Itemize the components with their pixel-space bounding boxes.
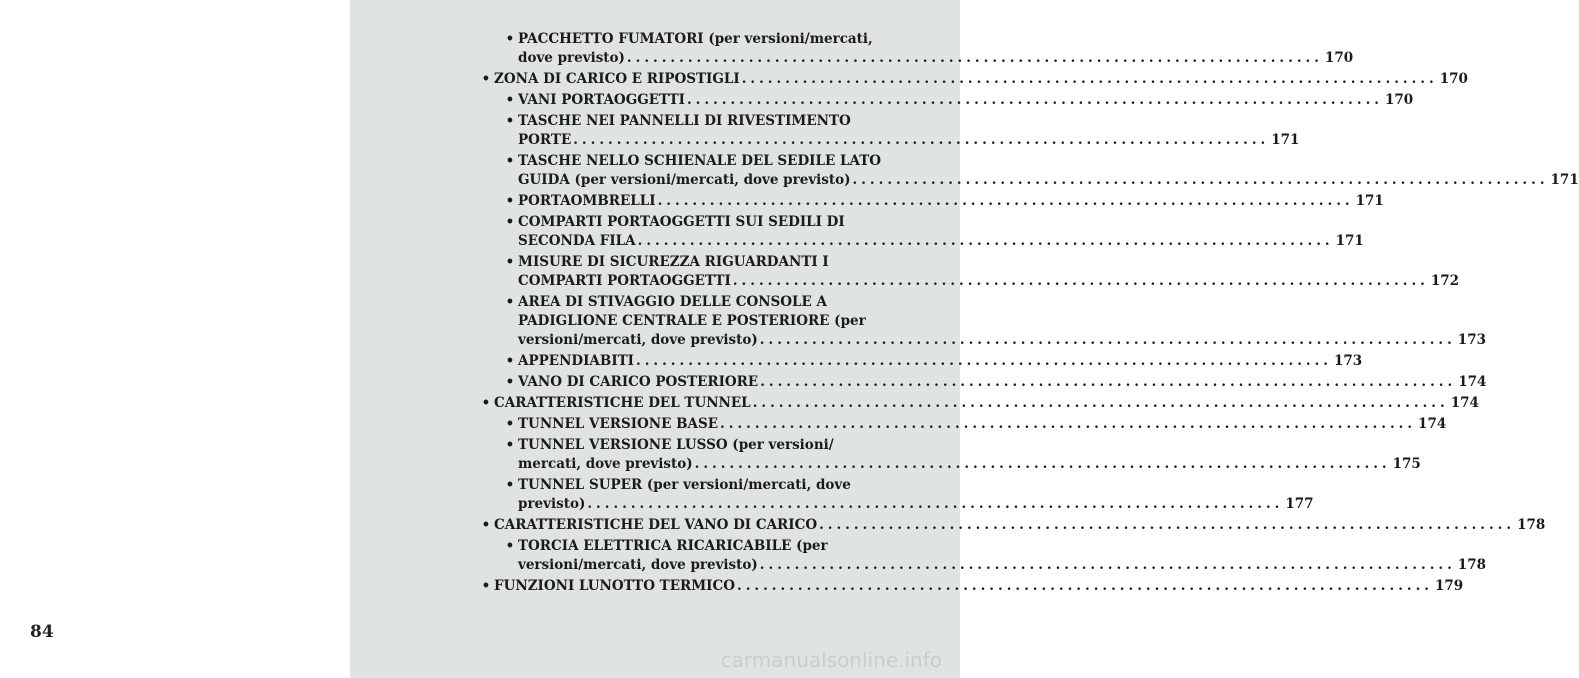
toc-entry[interactable]	[480, 112, 1300, 150]
toc-entry-title: TORCIA ELETTRICA RICARICABILE (per	[518, 538, 828, 554]
toc-entry[interactable]	[480, 516, 1546, 535]
bullet-icon: •	[505, 353, 515, 369]
toc-page-number: 170	[1384, 92, 1414, 108]
toc-entry[interactable]	[480, 537, 1486, 575]
dot-leader: ................................................................................	[720, 416, 1417, 432]
toc-entry[interactable]	[480, 577, 1464, 596]
dot-leader: ................................................................................	[636, 353, 1332, 369]
toc-entry[interactable]	[480, 394, 1479, 413]
bullet-icon: •	[481, 517, 491, 533]
toc-entry-title: PORTE	[518, 132, 572, 148]
bullet-icon: •	[481, 578, 491, 594]
toc-page-number: 175	[1392, 456, 1421, 472]
bullet-icon: •	[505, 254, 515, 270]
toc-entry-title: TASCHE NELLO SCHIENALE DEL SEDILE LATO	[518, 153, 882, 169]
bullet-icon: •	[481, 395, 491, 411]
toc-entry-title: versioni/mercati, dove previsto)	[518, 332, 758, 348]
toc-entry-title: PACCHETTO FUMATORI (per versioni/mercati,	[518, 31, 873, 47]
toc-entry-title: PADIGLIONE CENTRALE E POSTERIORE (per	[518, 313, 866, 329]
toc-entry[interactable]	[480, 293, 1486, 350]
dot-leader: ................................................................................	[686, 92, 1383, 108]
bullet-icon: •	[505, 153, 515, 169]
toc-entry[interactable]	[480, 213, 1364, 251]
bullet-icon: •	[505, 294, 515, 310]
toc-entry-title: VANO DI CARICO POSTERIORE	[518, 374, 759, 390]
dot-leader: ................................................................................	[760, 374, 1457, 390]
dot-leader: ................................................................................	[637, 233, 1334, 249]
dot-leader: ................................................................................	[732, 273, 1429, 289]
toc-entry-title: TUNNEL SUPER (per versioni/mercati, dove	[518, 477, 851, 493]
toc-entry-title: CARATTERISTICHE DEL TUNNEL	[494, 395, 751, 411]
bullet-icon: •	[505, 113, 515, 129]
toc-page-number: 171	[1271, 132, 1300, 148]
toc-entry[interactable]	[480, 152, 1579, 190]
dot-leader: ................................................................................	[657, 193, 1354, 209]
right-page	[350, 0, 1579, 678]
toc-entry[interactable]	[480, 476, 1314, 514]
toc-page-number: 177	[1285, 496, 1314, 512]
toc-entry-title: ZONA DI CARICO E RIPOSTIGLI	[494, 71, 740, 87]
toc-entry[interactable]	[480, 192, 1384, 211]
toc-entry-title: TUNNEL VERSIONE LUSSO (per versioni/	[518, 437, 834, 453]
toc-page-number: 171	[1335, 233, 1364, 249]
toc-entry-title: mercati, dove previsto)	[518, 456, 693, 472]
toc-entry-title: FUNZIONI LUNOTTO TERMICO	[494, 578, 735, 594]
toc-entry-title: versioni/mercati, dove previsto)	[518, 557, 758, 573]
dot-leader: ................................................................................	[737, 578, 1433, 594]
dot-leader: ................................................................................	[852, 172, 1549, 188]
toc-entry-title: TUNNEL VERSIONE BASE	[518, 416, 719, 432]
bullet-icon: •	[505, 477, 515, 493]
toc-entry-title: CARATTERISTICHE DEL VANO DI CARICO	[494, 517, 818, 533]
toc-entry-title: AREA DI STIVAGGIO DELLE CONSOLE A	[518, 294, 828, 310]
bullet-icon: •	[505, 437, 515, 453]
toc-entry[interactable]	[480, 436, 1421, 474]
bullet-icon: •	[505, 193, 515, 209]
table-of-contents	[480, 30, 1579, 598]
toc-page-number: 171	[1550, 172, 1579, 188]
bullet-icon: •	[505, 416, 515, 432]
toc-entry-title: GUIDA (per versioni/mercati, dove previsto)	[518, 172, 851, 188]
dot-leader: ................................................................................	[819, 517, 1516, 533]
toc-page-number: 174	[1458, 374, 1487, 390]
toc-page-number: 178	[1517, 517, 1546, 533]
toc-entry[interactable]	[480, 373, 1487, 392]
dot-leader: ................................................................................	[741, 71, 1438, 87]
toc-entry-title: TASCHE NEI PANNELLI DI RIVESTIMENTO	[518, 113, 851, 129]
toc-entry[interactable]	[480, 253, 1460, 291]
toc-entry-title: PORTAOMBRELLI	[518, 193, 656, 209]
toc-page-number: 179	[1435, 578, 1464, 594]
toc-page-number: 172	[1430, 273, 1460, 289]
dot-leader: ................................................................................	[759, 332, 1456, 348]
toc-entry[interactable]	[480, 415, 1447, 434]
toc-page-number: 170	[1324, 50, 1354, 66]
bullet-icon: •	[481, 71, 491, 87]
toc-entry-title: dove previsto)	[518, 50, 625, 66]
toc-entry-title: COMPARTI PORTAOGGETTI SUI SEDILI DI	[518, 214, 845, 230]
dot-leader: ................................................................................	[626, 50, 1323, 66]
left-page	[0, 0, 350, 678]
dot-leader: ................................................................................	[694, 456, 1391, 472]
toc-entry-title: previsto)	[518, 496, 586, 512]
page-number: 84	[30, 622, 54, 642]
toc-page-number: 178	[1457, 557, 1486, 573]
toc-page-number: 174	[1450, 395, 1479, 411]
toc-page-number: 173	[1457, 332, 1486, 348]
toc-entry-title: SECONDA FILA	[518, 233, 636, 249]
toc-entry-title: MISURE DI SICUREZZA RIGUARDANTI I	[518, 254, 829, 270]
dot-leader: ................................................................................	[587, 496, 1284, 512]
toc-entry[interactable]	[480, 70, 1468, 89]
toc-entry-title: VANI PORTAOGGETTI	[518, 92, 685, 108]
toc-entry[interactable]	[480, 30, 1354, 68]
bullet-icon: •	[505, 31, 515, 47]
dot-leader: ................................................................................	[759, 557, 1456, 573]
bullet-icon: •	[505, 538, 515, 554]
watermark: carmanualsonline.info	[720, 648, 942, 672]
bullet-icon: •	[505, 92, 515, 108]
bullet-icon: •	[505, 374, 515, 390]
toc-page-number: 170	[1439, 71, 1468, 87]
toc-entry-title: APPENDIABITI	[518, 353, 634, 369]
toc-entry[interactable]	[480, 91, 1414, 110]
toc-entry[interactable]	[480, 352, 1363, 371]
bullet-icon: •	[505, 214, 515, 230]
toc-page-number: 171	[1355, 193, 1384, 209]
toc-page-number: 174	[1418, 416, 1447, 432]
toc-entry-title: COMPARTI PORTAOGGETTI	[518, 273, 731, 289]
dot-leader: ................................................................................	[752, 395, 1449, 411]
toc-page-number: 173	[1334, 353, 1363, 369]
dot-leader: ................................................................................	[573, 132, 1270, 148]
